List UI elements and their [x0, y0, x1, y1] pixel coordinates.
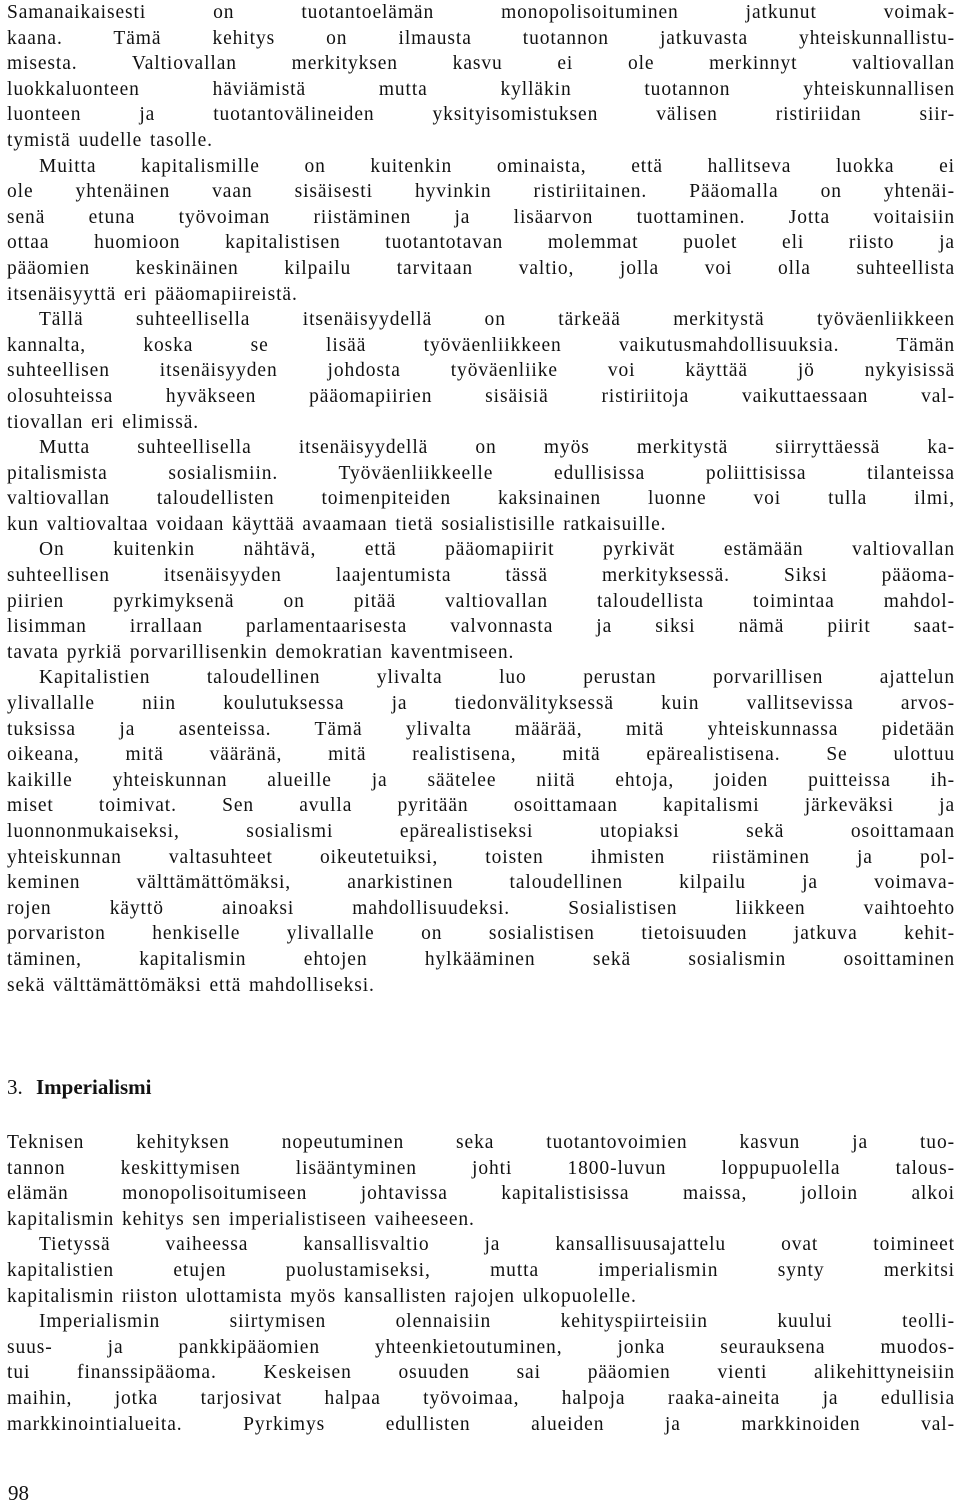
text-line: Muitta kapitalismille on kuitenkin ominaista, että hallitseva luokka ei	[39, 155, 955, 177]
text-line: yhteiskunnan valtasuhteet oikeutetuiksi, toisten ihmisten riistäminen ja pol-	[7, 846, 955, 868]
text-line: sekä välttämättömäksi että mahdolliseksi.	[7, 974, 375, 996]
paragraph	[7, 435, 955, 537]
text-line: ole yhtenäinen vaan sisäisesti hyvinkin ristiriitainen. Pääomalla on yhtenäi-	[7, 181, 955, 203]
text-line: olosuhteissa hyväkseen pääomapiirien sisäisiä ristiriitoja vaikuttaessaan val-	[7, 385, 955, 407]
section-title: Imperialismi	[36, 1075, 152, 1099]
text-line: miset toimivat. Sen avulla pyritään osoittamaan kapitalismi järkeväksi ja	[7, 795, 955, 817]
text-line: pitalismista sosialismiin. Työväenliikkeelle edullisissa poliittisissa tilanteissa	[7, 462, 955, 484]
text-line: Mutta suhteellisella itsenäisyydellä on myös merkitystä siirryttäessä ka-	[39, 437, 955, 459]
paragraph	[7, 1232, 955, 1309]
text-line: kaana. Tämä kehitys on ilmausta tuotannon jatkuvasta yhteiskunnallistu-	[7, 27, 955, 49]
text-line: elämän monopolisoitumiseen johtavissa kapitalistisissa maissa, jolloin alkoi	[7, 1183, 955, 1205]
text-line: suhteellisen itsenäisyyden laajentumista tässä merkityksessä. Siksi pääoma-	[7, 565, 955, 587]
paragraph	[7, 154, 955, 308]
section-text	[7, 1130, 955, 1437]
paragraph	[7, 665, 955, 998]
text-line: Tietyssä vaiheessa kansallisvaltio ja kansallisuusajattelu ovat toimineet	[39, 1234, 955, 1256]
text-line: valtiovallan taloudellisten toimenpiteiden kaksinainen luonne voi tulla ilmi,	[7, 488, 955, 510]
text-line: Kapitalistien taloudellinen ylivalta luo perustan porvarillisen ajattelun	[39, 667, 955, 689]
text-line: Teknisen kehityksen nopeutuminen seka tuotantovoimien kasvun ja tuo-	[7, 1132, 955, 1153]
text-line: oikeana, mitä vääränä, mitä realistisena, mitä epärealistisena. Se ulottuu	[7, 744, 955, 766]
text-line: luokkaluonteen häviämistä mutta kylläkin tuotannon yhteiskunnallisen	[7, 78, 955, 100]
text-line: ylivallalle niin koulutuksessa ja tiedonvälityksessä kuin vallitsevissa arvos-	[7, 693, 955, 715]
text-line: tui finanssipääoma. Keskeisen osuuden sai pääomien vienti alikehittyneisiin	[7, 1362, 955, 1384]
text-line: tymistä uudelle tasolle.	[7, 129, 213, 151]
text-line: täminen, kapitalismin ehtojen hylkääminen sekä sosialismin osoittaminen	[7, 948, 955, 970]
page-number: 98	[8, 1481, 29, 1505]
text-line: Samanaikaisesti on tuotantoelämän monopolisoituminen jatkunut voimak-	[7, 2, 955, 23]
text-line: luonnonmukaiseksi, sosialismi epärealistiseksi utopiaksi sekä osoittamaan	[7, 821, 955, 842]
paragraph	[7, 537, 955, 665]
text-line: porvariston henkiselle ylivallalle on sosialistisen tietoisuuden jatkuva kehit-	[7, 923, 955, 945]
text-line: markkinointialueita. Pyrkimys edullisten alueiden ja markkinoiden val-	[7, 1413, 955, 1435]
text-line: lisimman irrallaan parlamentaarisesta valvonnasta ja siksi nämä piirit saat-	[7, 616, 955, 638]
paragraph	[7, 1309, 955, 1437]
text-line: piirien pyrkimyksenä on pitää valtiovallan taloudellista toimintaa mahdol-	[7, 590, 955, 612]
text-line: tannon keskittymisen lisääntyminen johti 1800-luvun loppupuolella talous-	[7, 1157, 955, 1179]
main-text	[7, 0, 955, 998]
text-line: pääomien keskinäinen kilpailu tarvitaan valtio, jolla voi olla suhteellista	[7, 257, 955, 279]
paragraph	[7, 307, 955, 435]
text-line: itsenäisyyttä eri pääomapiireistä.	[7, 283, 298, 305]
text-line: ottaa huomioon kapitalistisen tuotantotavan molemmat puolet eli riisto ja	[7, 232, 955, 254]
text-line: luonteen ja tuotantovälineiden yksityisomistuksen välisen ristiriidan siir-	[7, 104, 955, 126]
section-heading	[7, 1073, 152, 1101]
text-line: senä etuna työvoiman riistäminen ja lisäarvon tuottaminen. Jotta voitaisiin	[7, 206, 955, 228]
paragraph	[7, 0, 955, 154]
text-line: kapitalistien etujen puolustamiseksi, mutta imperialismin synty merkitsi	[7, 1259, 955, 1281]
text-line: On kuitenkin nähtävä, että pääomapiirit pyrkivät estämään valtiovallan	[39, 539, 955, 561]
text-line: kapitalismin riiston ulottamista myös kansallisten rajojen ulkopuolelle.	[7, 1285, 637, 1307]
text-line: tiovallan eri elimissä.	[7, 411, 200, 433]
text-line: keminen välttämättömäksi, anarkistinen taloudellinen kilpailu ja voimava-	[7, 872, 955, 894]
text-line: kapitalismin kehitys sen imperialistiseen vaiheeseen.	[7, 1208, 475, 1230]
text-line: tavata pyrkiä porvarillisenkin demokratian kaventmiseen.	[7, 641, 515, 663]
text-line: suhteellisen itsenäisyyden johdosta työväenliike voi käyttää jö nykyisissä	[7, 360, 955, 382]
text-line: Imperialismin siirtymisen olennaisiin kehityspiirteisiin kuului teolli-	[39, 1311, 955, 1333]
text-line: suus- ja pankkipääomien yhteenkietoutuminen, jonka seurauksena muodos-	[7, 1336, 955, 1358]
text-line: rojen käyttö ainoaksi mahdollisuudeksi. Sosialistisen liikkeen vaihtoehto	[7, 897, 955, 919]
text-line: kun valtiovaltaa voidaan käyttää avaamaan tietä sosialistisille ratkaisuille.	[7, 513, 667, 535]
section-number: 3.	[7, 1075, 23, 1099]
text-line: Tällä suhteellisella itsenäisyydellä on tärkeää merkitystä työväenliikkeen	[39, 309, 955, 331]
text-line: kannalta, koska se lisää työväenliikkeen vaikutusmahdollisuuksia. Tämän	[7, 334, 955, 356]
text-line: kaikille yhteiskunnan alueille ja säätelee niitä ehtoja, joiden puitteissa ih-	[7, 769, 955, 791]
text-line: maihin, jotka tarjosivat halpaa työvoimaa, halpoja raaka-aineita ja edullisia	[7, 1387, 955, 1409]
paragraph	[7, 1130, 955, 1232]
text-line: tuksissa ja asenteissa. Tämä ylivalta määrää, mitä yhteiskunnassa pidetään	[7, 718, 955, 740]
text-line: misesta. Valtiovallan merkityksen kasvu ei ole merkinnyt valtiovallan	[7, 53, 955, 75]
